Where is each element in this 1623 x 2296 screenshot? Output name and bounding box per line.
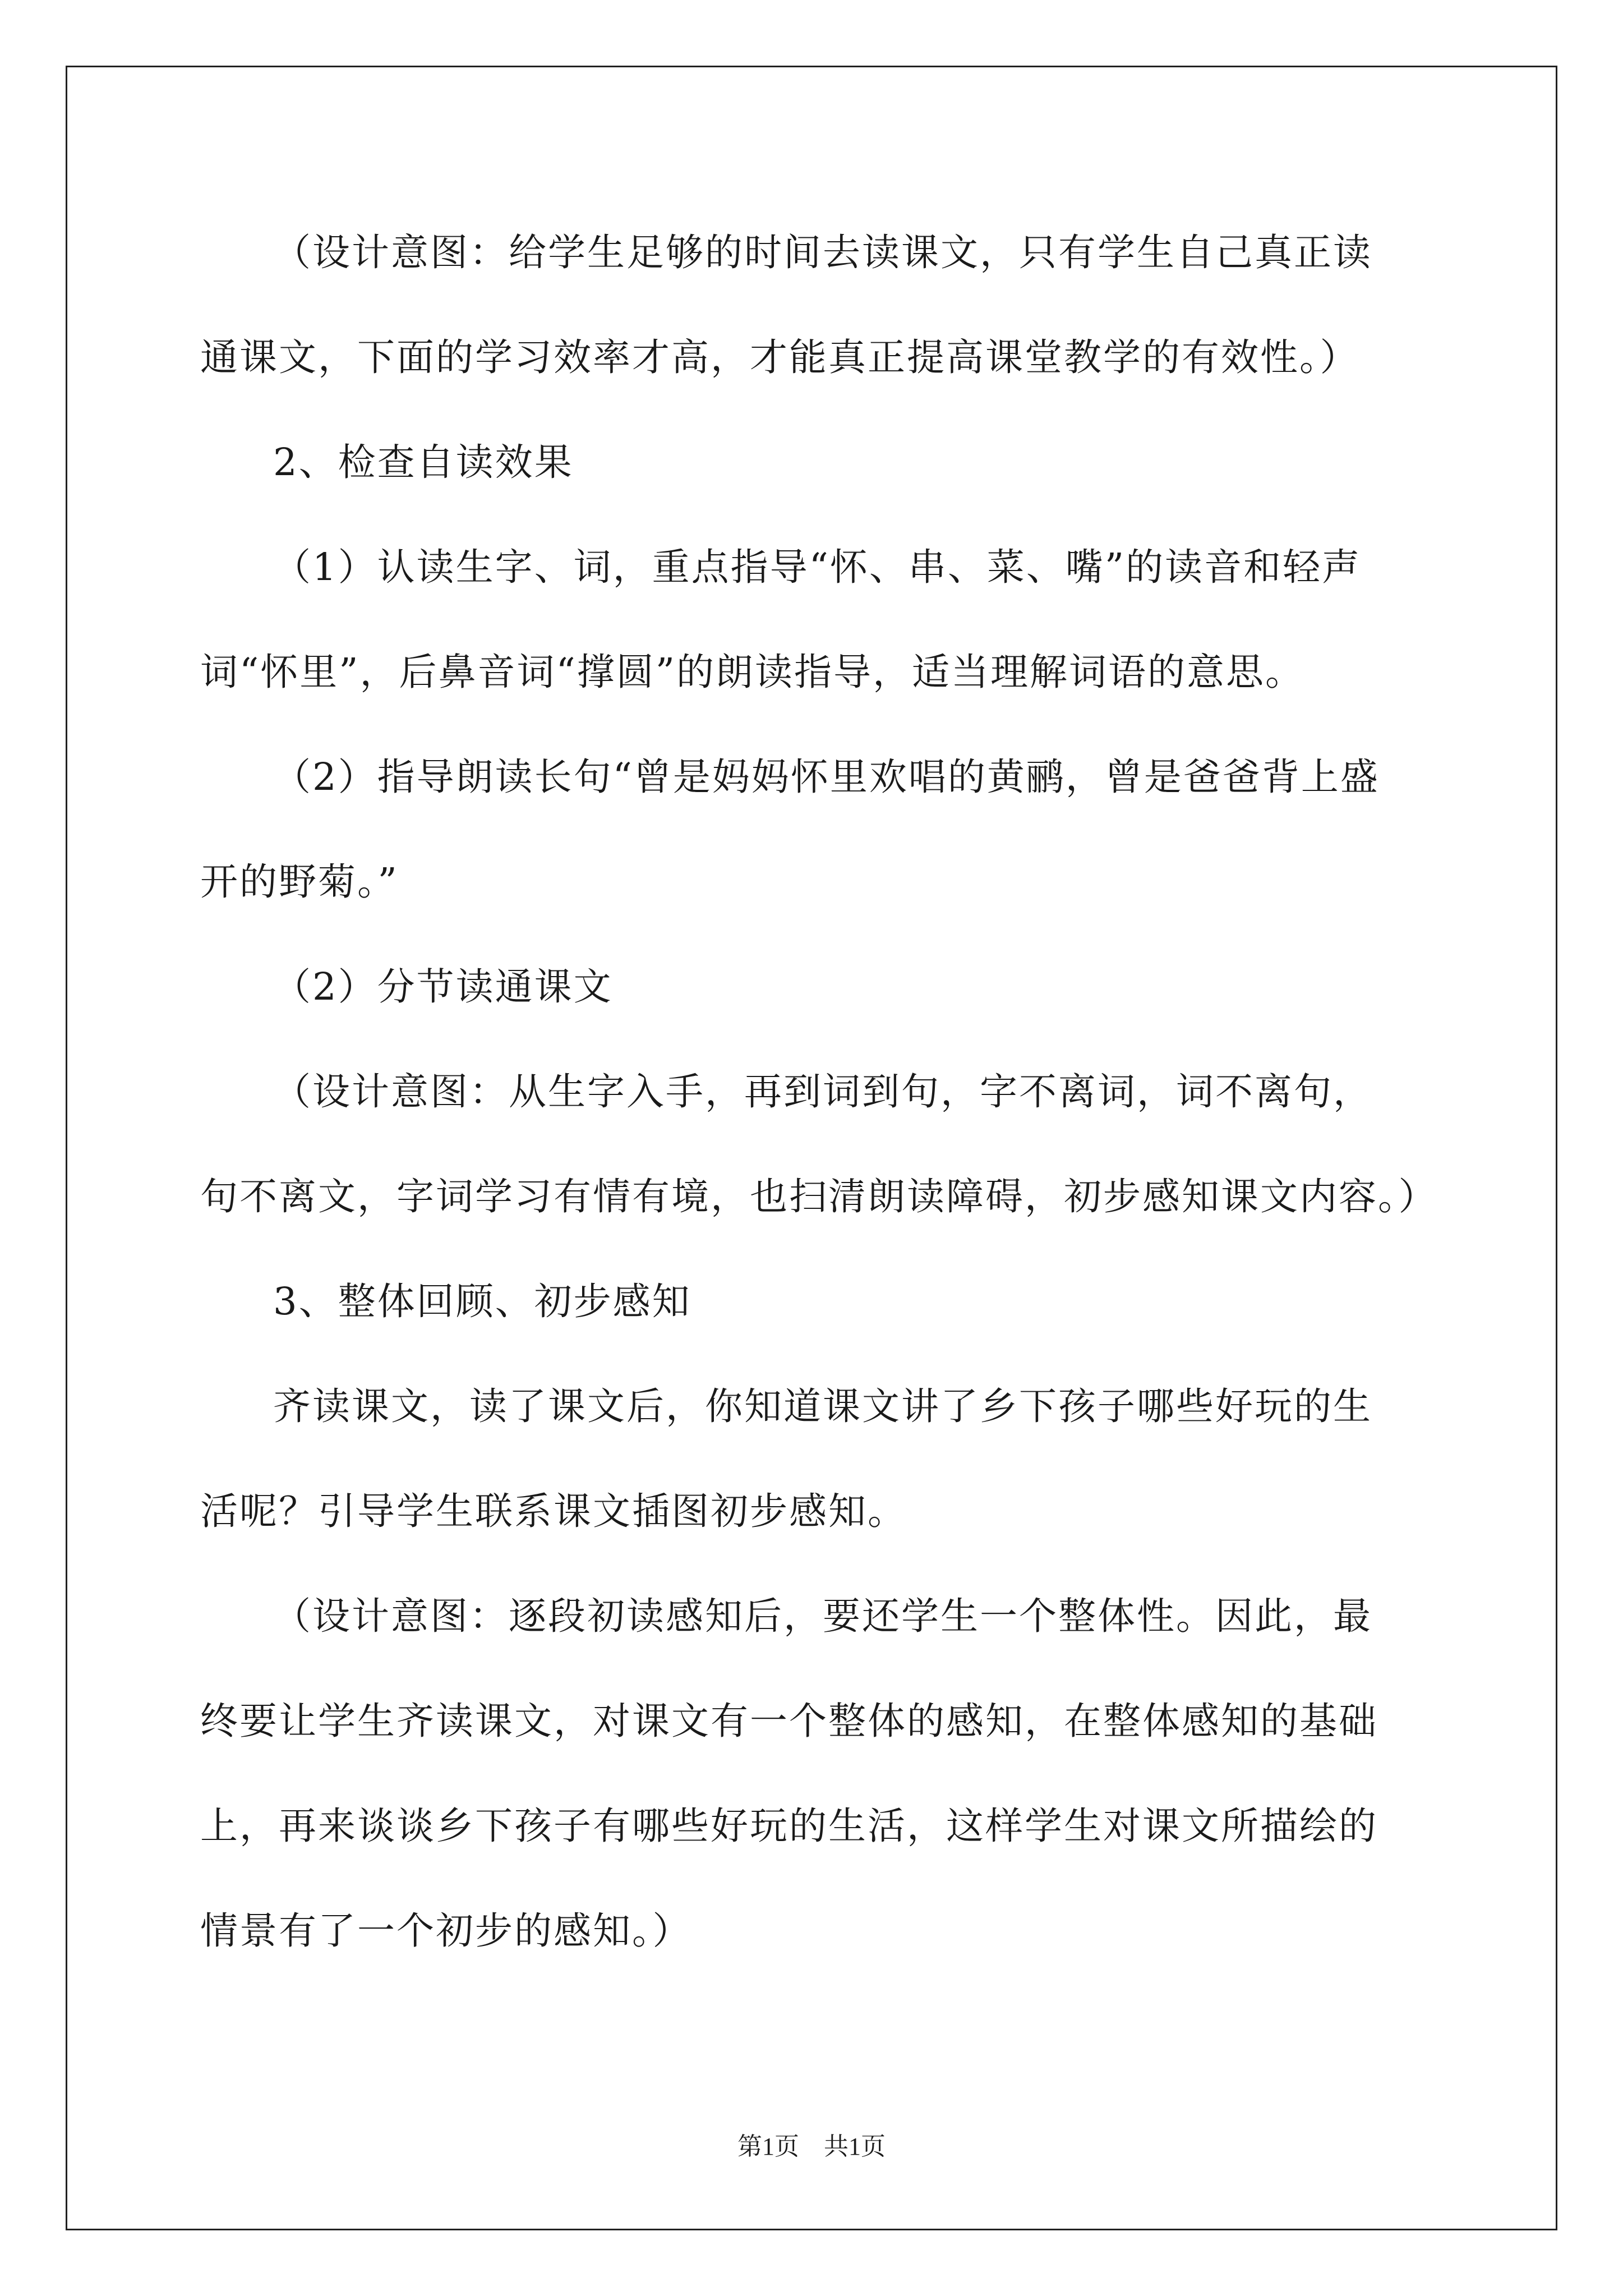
paragraph-9-line-1: （设计意图：逐段初读感知后，要还学生一个整体性。因此，最 bbox=[273, 1594, 1372, 1638]
page-number-footer: 第1页 共1页 bbox=[737, 2133, 886, 2160]
section-heading-overall-review: 3、整体回顾、初步感知 bbox=[273, 1280, 691, 1323]
document-body bbox=[200, 216, 1438, 1999]
paragraph-3-line-2: 词“怀里”，后鼻音词“撑圆”的朗读指导，适当理解词语的意思。 bbox=[200, 650, 1305, 694]
paragraph-4-line-1: （2）指导朗读长句“曾是妈妈怀里欢唱的黄鹂，曾是爸爸背上盛 bbox=[273, 755, 1380, 799]
paragraph-9-line-3: 上，再来谈谈乡下孩子有哪些好玩的生活，这样学生对课文所描绘的 bbox=[200, 1804, 1378, 1848]
paragraph-4-line-2: 开的野菊。” bbox=[200, 860, 399, 904]
paragraph-1-line-1: （设计意图：给学生足够的时间去读课文，只有学生自己真正读 bbox=[273, 231, 1372, 274]
paragraph-8-line-1: 齐读课文，读了课文后，你知道课文讲了乡下孩子哪些好玩的生 bbox=[273, 1384, 1372, 1428]
paragraph-6-line-1: （设计意图：从生字入手，再到词到句，字不离词，词不离句， bbox=[273, 1070, 1372, 1114]
paragraph-9-line-4: 情景有了一个初步的感知。） bbox=[200, 1909, 692, 1953]
paragraph-6-line-2: 句不离文，字词学习有情有境，也扫清朗读障碍，初步感知课文内容。） bbox=[200, 1175, 1438, 1218]
paragraph-3-line-1: （1）认读生字、词，重点指导“怀、串、菜、嘴”的读音和轻声 bbox=[273, 545, 1362, 589]
section-heading-check-reading: 2、检查自读效果 bbox=[273, 440, 574, 484]
paragraph-8-line-2: 活呢？引导学生联系课文插图初步感知。 bbox=[200, 1489, 907, 1533]
paragraph-1-line-2: 通课文，下面的学习效率才高，才能真正提高课堂教学的有效性。） bbox=[200, 335, 1359, 379]
paragraph-9-line-2: 终要让学生齐读课文，对课文有一个整体的感知，在整体感知的基础 bbox=[200, 1699, 1378, 1743]
paragraph-5-line-1: （2）分节读通课文 bbox=[273, 965, 613, 1009]
